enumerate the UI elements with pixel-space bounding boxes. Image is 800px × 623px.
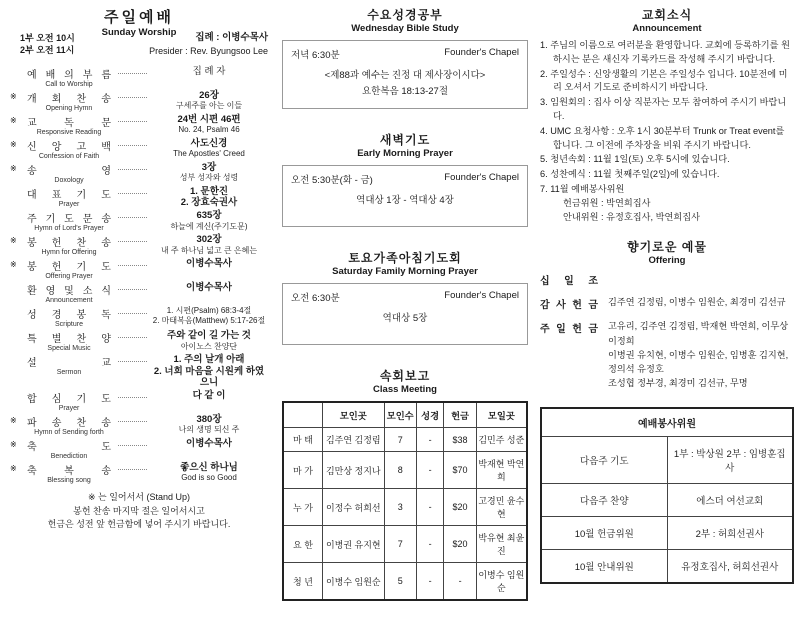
dotted-leader xyxy=(118,66,147,74)
class-meeting-cell: - xyxy=(416,526,444,563)
worship-item-label xyxy=(23,66,115,88)
worship-item-value-line: 1. 문한진 xyxy=(189,186,229,197)
worship-item-value-line: 3장 xyxy=(201,162,217,173)
worship-item-label-kr: 주 기 도 문 송 xyxy=(27,214,111,226)
worship-item xyxy=(10,462,268,484)
worship-item-label-en: Prayer xyxy=(58,201,80,208)
dotted-leader xyxy=(118,462,147,470)
saturday-family-prayer-section xyxy=(282,249,528,345)
presider-en: Presider : Rev. Byungsoo Lee xyxy=(149,45,268,56)
offering-title-kr: 향기로운 예물 xyxy=(627,240,707,255)
stand-mark xyxy=(10,330,23,332)
presider-kr: 집례 : 이병수목사 xyxy=(195,32,268,43)
committee-row-value: 1부 : 박상원 2부 : 임병훈집사 xyxy=(667,436,793,483)
committee-row-value: 에스더 여선교회 xyxy=(667,483,793,516)
worship-item-label xyxy=(23,390,115,412)
table-row xyxy=(541,436,793,483)
committee-row-label: 다음주 기도 xyxy=(541,436,667,483)
announcement-subline: 안내위원 : 유정호집사, 박연희집사 xyxy=(563,211,701,222)
dotted-leader xyxy=(118,234,147,242)
footnote-stand-up: ※ 는 일어서서 (Stand Up) xyxy=(87,492,191,503)
worship-item-label-kr: 송 영 xyxy=(27,166,111,177)
worship-item-value-line: 380장 xyxy=(196,414,222,426)
section-title-kr: 수요성경공부 xyxy=(367,8,443,22)
worship-item-label-kr: 설 교 xyxy=(27,358,111,370)
dotted-leader xyxy=(118,414,147,422)
early-morning-prayer-section xyxy=(282,131,528,227)
class-meeting-cell: 누 가 xyxy=(283,489,322,526)
class-meeting-cell: 3 xyxy=(384,489,416,526)
offering-names-line: 김주연 김정림, 이병수 임원순, 최경미 김선규 xyxy=(608,297,786,308)
sunday-worship-column xyxy=(10,6,268,532)
worship-item-label-kr: 축 복 송 xyxy=(27,466,111,478)
worship-item-label xyxy=(23,462,115,484)
worship-item-label xyxy=(23,258,115,280)
announcement-item: 5. 청년속회 : 11월 1일(토) 오후 5시에 있습니다. xyxy=(540,154,730,165)
worship-item-value xyxy=(150,162,268,183)
service-time-1: 1부 오전 10시 xyxy=(20,33,75,43)
worship-item-label-kr: 환 영 및 소 식 xyxy=(27,286,111,298)
stand-mark xyxy=(10,282,23,284)
dotted-leader xyxy=(118,282,147,290)
worship-item-value-line: 내 주 하나님 넓고 큰 은혜는 xyxy=(160,245,258,255)
worship-item-label-kr: 교 독 문 xyxy=(27,118,111,129)
worship-item-label-en: Call to Worship xyxy=(45,81,93,88)
reading-range: 역대상 1장 - 역대상 4장 xyxy=(356,195,454,207)
worship-item-label-en: Hymn for Offering xyxy=(41,249,97,257)
worship-item-value-line: 성부 성자와 성령 xyxy=(179,173,239,183)
footnote-offering-box: 헌금은 성전 앞 헌금함에 넣어 주시기 바랍니다. xyxy=(47,519,231,530)
stand-mark xyxy=(10,210,23,212)
presider-block xyxy=(149,32,268,57)
worship-item-label xyxy=(23,282,115,304)
class-meeting-header-cell: 모인수 xyxy=(384,402,416,428)
class-meeting-cell: - xyxy=(416,452,444,489)
stand-mark: ※ xyxy=(10,140,17,149)
dotted-leader xyxy=(118,114,147,122)
worship-item xyxy=(10,210,268,232)
worship-item-value xyxy=(150,210,268,231)
meeting-place: Founder's Chapel xyxy=(444,290,519,302)
announcement-title-kr: 교회소식 xyxy=(641,8,693,22)
saturday-family-prayer-box xyxy=(282,283,528,345)
class-meeting-cell: 고경민 윤수현 xyxy=(476,489,527,526)
worship-item-value-line: 다 같 이 xyxy=(192,390,226,402)
worship-item-value xyxy=(150,90,268,111)
footnote-offering-hymn: 봉헌 찬송 마지막 절은 일어서시고 xyxy=(73,505,205,516)
sunday-worship-title-en: Sunday Worship xyxy=(101,27,177,38)
offering-row xyxy=(540,271,794,287)
worship-item-label-kr: 파 송 찬 송 xyxy=(27,418,111,430)
offering-row-label: 주 일 헌 금 xyxy=(540,324,598,336)
committee-table-body xyxy=(541,436,793,583)
worship-item-value xyxy=(150,114,268,135)
stand-mark xyxy=(10,186,23,188)
class-meeting-body xyxy=(283,428,527,601)
class-meeting-cell: 김주연 김정림 xyxy=(322,428,384,452)
class-meeting-cell: $38 xyxy=(444,428,476,452)
class-meeting-cell: 마 태 xyxy=(283,428,322,452)
worship-item-value xyxy=(150,306,268,326)
stand-mark: ※ xyxy=(10,260,17,270)
dotted-leader xyxy=(118,186,147,194)
stand-mark: ※ xyxy=(10,416,17,426)
announcement-item: 1. 주님의 이름으로 여러분을 환영합니다. 교회에 등록하기를 원하시는 분은 새신자 기록카드를 작성해 주시기 바랍니다. xyxy=(540,40,790,64)
worship-item-label xyxy=(23,354,115,376)
dotted-leader xyxy=(118,210,147,218)
worship-item-value-line: 302장 xyxy=(196,234,222,246)
worship-item-label xyxy=(23,330,115,352)
wednesday-bible-study-box xyxy=(282,40,528,109)
worship-item-value-line: 하늘에 계신(주기도문) xyxy=(170,221,248,231)
weekly-meetings-column xyxy=(282,6,528,623)
worship-item xyxy=(10,66,268,88)
table-row xyxy=(283,452,527,489)
worship-item-value-line: 나의 생명 되신 주 xyxy=(178,425,240,435)
worship-item-label-en: Opening Hymn xyxy=(45,105,93,112)
offering-row-label: 십 일 조 xyxy=(540,276,598,288)
worship-item-value-line: 24번 시편 46편 xyxy=(177,114,241,125)
offering-row-names xyxy=(608,319,794,390)
worship-item-value xyxy=(150,438,268,449)
worship-item-value xyxy=(150,138,268,159)
class-meeting-title-en: Class Meeting xyxy=(373,384,437,396)
worship-item-label xyxy=(23,234,115,256)
table-row xyxy=(541,483,793,516)
worship-item-value-line: 이병수목사 xyxy=(186,438,232,450)
class-meeting-cell: 박재현 박연희 xyxy=(476,452,527,489)
worship-item-label-kr: 봉 헌 찬 송 xyxy=(27,238,111,250)
table-row xyxy=(283,563,527,601)
worship-item-value-line: God is so Good xyxy=(181,473,237,483)
class-meeting-header-cell: 모인곳 xyxy=(322,402,384,428)
stand-mark xyxy=(10,354,23,356)
offering-title-en: Offering xyxy=(648,255,686,267)
worship-item-label xyxy=(23,138,115,160)
worship-item-label-en: Blessing song xyxy=(47,477,91,485)
worship-item-label-en: Announcement xyxy=(45,297,93,305)
dotted-leader xyxy=(118,258,147,266)
class-meeting-cell: $70 xyxy=(444,452,476,489)
lesson-title: <제88과 예수는 진정 대 제사장이시다> xyxy=(324,70,486,81)
table-row xyxy=(283,526,527,563)
class-meeting-header-row xyxy=(283,402,527,428)
announcement-item: 2. 주일성수 : 신앙생활의 기본은 주일성수 입니다. 10분전에 미리 오셔서 기도로 준비하시기 바랍니다. xyxy=(540,68,788,93)
worship-item-value xyxy=(150,66,268,77)
worship-item-value xyxy=(150,330,268,351)
worship-item-value xyxy=(150,354,268,388)
worship-item-label xyxy=(23,414,115,436)
announcement-list xyxy=(540,39,794,224)
sunday-worship-header xyxy=(10,6,268,58)
early-morning-prayer-box xyxy=(282,165,528,227)
class-meeting-cell: 이병권 유지현 xyxy=(322,526,384,563)
offering-section xyxy=(540,238,794,390)
worship-item-value-line: 26장 xyxy=(199,90,219,101)
dotted-leader xyxy=(118,306,147,314)
worship-item-label xyxy=(23,210,115,232)
class-meeting-cell: 박유현 최윤진 xyxy=(476,526,527,563)
worship-item-value-line: 주와 같이 길 가는 것 xyxy=(167,330,251,342)
dotted-leader xyxy=(118,138,147,146)
worship-item-value-line: 구세주를 아는 이들 xyxy=(175,101,243,111)
lesson-scripture: 요한복음 18:13-27절 xyxy=(361,86,449,98)
committee-table-title: 예배봉사위원 xyxy=(541,408,793,437)
worship-item-label-en: Offering Prayer xyxy=(45,273,93,281)
class-meeting-cell: - xyxy=(444,563,476,601)
dotted-leader xyxy=(118,90,147,98)
worship-item-value xyxy=(150,390,268,401)
stand-mark: ※ xyxy=(10,236,17,246)
committee-row-value: 유정호집사, 허희선권사 xyxy=(667,549,793,583)
dotted-leader xyxy=(118,438,147,446)
worship-item-label xyxy=(23,90,115,112)
stand-mark: ※ xyxy=(10,164,17,173)
worship-item-value-line: 2. 마태복음(Matthew) 5:17-26절 xyxy=(152,316,266,326)
stand-mark xyxy=(10,66,23,68)
offering-row-names xyxy=(608,271,794,287)
worship-item-label-kr: 성 경 봉 독 xyxy=(27,310,111,322)
worship-item-value xyxy=(150,414,268,435)
worship-item xyxy=(10,162,268,184)
worship-item-value-line: 2. 너희 마음을 시원케 하였으니 xyxy=(153,365,265,388)
service-time-2: 2부 오전 11시 xyxy=(20,45,75,56)
class-meeting-cell: 김만상 정지나 xyxy=(322,452,384,489)
worship-item-value-line: 집 례 자 xyxy=(192,66,226,77)
reading-range: 역대상 5장 xyxy=(382,313,428,325)
table-row xyxy=(541,549,793,583)
stand-mark: ※ xyxy=(10,92,17,101)
worship-item-label-en: Hymn of Lord's Prayer xyxy=(34,225,104,233)
worship-item-label xyxy=(23,306,115,328)
offering-names-line: 이병권 유치현, 이병수 임원순, 임병훈 김지현, 정의석 유정호 xyxy=(608,349,789,375)
class-meeting-header-cell: 모일곳 xyxy=(476,402,527,428)
worship-item-label-en: Prayer xyxy=(58,405,80,413)
section-title-kr: 새벽기도 xyxy=(379,133,431,148)
announcement-subline: 헌금위원 : 박연희집사 xyxy=(563,197,651,208)
stand-mark xyxy=(10,390,23,392)
dotted-leader xyxy=(118,390,147,398)
worship-item-value-line: 2. 장효숙권사 xyxy=(180,197,238,209)
meeting-time: 오전 5:30분(화 - 금) xyxy=(291,175,373,187)
committee-row-label: 10월 헌금위원 xyxy=(541,516,667,549)
worship-item-label-kr: 특 별 찬 양 xyxy=(27,334,111,346)
worship-item xyxy=(10,354,268,388)
offering-row-names xyxy=(608,295,794,311)
class-meeting-header-cell xyxy=(283,402,322,428)
worship-item xyxy=(10,306,268,328)
meeting-place: Founder's Chapel xyxy=(444,47,519,58)
worship-item-label xyxy=(23,162,115,184)
worship-item xyxy=(10,282,268,304)
offering-row-label: 감 사 헌 금 xyxy=(540,300,598,312)
class-meeting-cell: - xyxy=(416,489,444,526)
dotted-leader xyxy=(118,162,147,170)
worship-item xyxy=(10,330,268,352)
worship-item-label-kr: 예 배 의 부 름 xyxy=(27,70,111,81)
class-meeting-cell: 7 xyxy=(384,428,416,452)
wednesday-bible-study-section xyxy=(282,6,528,109)
announcements-column xyxy=(540,6,794,584)
section-title-en: Early Morning Prayer xyxy=(357,148,453,160)
sunday-worship-title-kr: 주일예배 xyxy=(104,9,174,26)
worship-item-label xyxy=(23,114,115,136)
class-meeting-cell: - xyxy=(416,563,444,601)
worship-item-value-line: 좋으신 하나님 xyxy=(180,462,238,474)
worship-item xyxy=(10,390,268,412)
worship-item-label-en: Responsive Reading xyxy=(36,129,102,136)
class-meeting-cell: 이정수 허희선 xyxy=(322,489,384,526)
worship-item-value-line: 아이노스 찬양단 xyxy=(180,341,238,351)
worship-item xyxy=(10,234,268,256)
worship-committee-table xyxy=(540,407,794,584)
offering-row xyxy=(540,319,794,390)
meeting-place: Founder's Chapel xyxy=(444,172,519,184)
class-meeting-cell: 이병수 임원순 xyxy=(322,563,384,601)
worship-item-label xyxy=(23,186,115,208)
worship-item-value xyxy=(150,258,268,269)
class-meeting-cell: 5 xyxy=(384,563,416,601)
worship-item-label-kr: 대 표 기 도 xyxy=(27,190,111,201)
stand-mark: ※ xyxy=(10,116,17,125)
class-meeting-table xyxy=(282,401,528,601)
class-meeting-header-cell: 성경 xyxy=(416,402,444,428)
class-meeting-cell: 8 xyxy=(384,452,416,489)
worship-item-value-line: 635장 xyxy=(196,210,222,222)
meeting-time: 오전 6:30분 xyxy=(291,293,340,305)
worship-item xyxy=(10,414,268,436)
worship-item xyxy=(10,138,268,160)
class-meeting-section xyxy=(282,367,528,601)
worship-item-label-kr: 합 심 기 도 xyxy=(27,394,111,406)
worship-item-label-en: Confession of Faith xyxy=(38,153,100,160)
class-meeting-cell: 요 한 xyxy=(283,526,322,563)
service-times xyxy=(20,32,75,56)
worship-item xyxy=(10,90,268,112)
worship-item-label-kr: 봉 헌 기 도 xyxy=(27,262,111,274)
offering-row xyxy=(540,295,794,311)
section-title-en: Wednesday Bible Study xyxy=(351,23,459,34)
committee-row-value: 2부 : 허희선권사 xyxy=(667,516,793,549)
announcement-item: 4. UMC 요청사항 : 오후 1시 30분부터 Trunk or Treat event를 합니다. 그 이전에 주차장을 비워 주시기 바랍니다. xyxy=(540,125,785,150)
class-meeting-cell: 7 xyxy=(384,526,416,563)
stand-mark: ※ xyxy=(10,440,17,450)
worship-footnotes xyxy=(10,491,268,532)
class-meeting-title-kr: 속회보고 xyxy=(379,369,431,384)
worship-item xyxy=(10,438,268,460)
announcement-item: 6. 성찬예식 : 11월 첫째주일(2일)에 있습니다. xyxy=(540,169,720,180)
class-meeting-header-cell: 헌금 xyxy=(444,402,476,428)
worship-item-value-line: The Apostles' Creed xyxy=(173,149,245,159)
worship-item-value-line: 1. 시편(Psalm) 68:3-4절 xyxy=(166,306,252,316)
announcement-item: 3. 임원회의 : 집사 이상 직분자는 모두 참여하여 주시기 바랍니다. xyxy=(540,97,787,121)
class-meeting-cell: $20 xyxy=(444,526,476,563)
worship-item-label-en: Doxology xyxy=(54,177,84,184)
committee-row-label: 10월 안내위원 xyxy=(541,549,667,583)
worship-item-label-kr: 축 도 xyxy=(27,442,111,454)
announcement-item: 7. 11월 예배봉사위원 헌금위원 : 박연희집사 안내위원 : 유정호집사, 박연희집사 xyxy=(540,183,794,224)
class-meeting-cell: $20 xyxy=(444,489,476,526)
worship-item-value xyxy=(150,234,268,255)
meeting-time: 저녁 6:30분 xyxy=(291,50,340,61)
class-meeting-cell: 김민주 성준 xyxy=(476,428,527,452)
dotted-leader xyxy=(118,354,147,362)
worship-item-label-en: Scripture xyxy=(54,321,83,329)
class-meeting-cell: 청 년 xyxy=(283,563,322,601)
worship-order-list xyxy=(10,66,268,484)
worship-item-value-line: 1. 주의 날개 아래 xyxy=(173,354,245,366)
section-title-kr: 토요가족아침기도회 xyxy=(348,251,462,266)
table-row xyxy=(283,428,527,452)
worship-item-label-kr: 개 회 찬 송 xyxy=(27,94,111,105)
worship-item-label-en: Sermon xyxy=(56,369,82,377)
worship-item-label-en: Benediction xyxy=(50,453,88,461)
offering-names-line: 조성협 정부경, 최경미 김선규, 무명 xyxy=(608,378,748,389)
worship-item-label-kr: 신 앙 고 백 xyxy=(27,142,111,153)
worship-item-label-en: Hymn of Sending forth xyxy=(34,429,104,437)
class-meeting-cell: 이병수 임원순 xyxy=(476,563,527,601)
worship-item-value-line: 사도신경 xyxy=(190,138,228,149)
offering-names-line: 고유리, 김주연 김정림, 박재현 박연희, 이무상 이정희 xyxy=(608,321,789,346)
worship-item-value xyxy=(150,186,268,208)
announcement-title-en: Announcement xyxy=(632,23,702,34)
offering-list xyxy=(540,271,794,390)
worship-item-label xyxy=(23,438,115,460)
worship-item-value-line: 이병수목사 xyxy=(186,282,232,294)
stand-mark xyxy=(10,306,23,308)
dotted-leader xyxy=(118,330,147,338)
worship-item-value xyxy=(150,462,268,483)
worship-item-value-line: 이병수목사 xyxy=(186,258,232,270)
stand-mark: ※ xyxy=(10,464,17,474)
worship-item xyxy=(10,114,268,136)
committee-row-label: 다음주 찬양 xyxy=(541,483,667,516)
worship-item-label-en: Special Music xyxy=(47,345,91,353)
table-row xyxy=(283,489,527,526)
worship-item xyxy=(10,186,268,208)
table-row xyxy=(541,516,793,549)
section-title-en: Saturday Family Morning Prayer xyxy=(332,266,478,278)
class-meeting-cell: 마 가 xyxy=(283,452,322,489)
worship-item-value xyxy=(150,282,268,293)
class-meeting-cell: - xyxy=(416,428,444,452)
worship-item xyxy=(10,258,268,280)
worship-item-value-line: No. 24, Psalm 46 xyxy=(178,125,240,135)
